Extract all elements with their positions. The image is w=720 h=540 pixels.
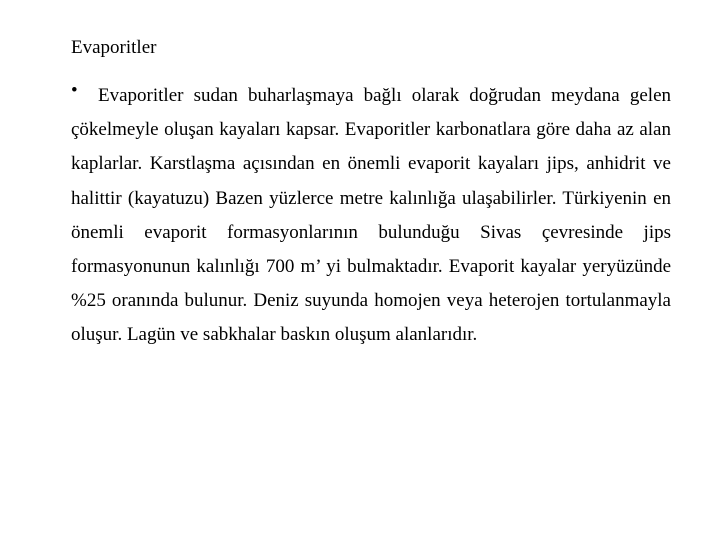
bullet-paragraph: Evaporitler sudan buharlaşmaya bağlı olarak doğrudan meydana gelen çökelmeyle oluşan kayaları kapsar. Evaporitler karbonatlara göre daha az alan kaplarlar. Karstlaşma açısından en önemli evaporit kayaları jips, anhidrit ve halittir (kayatuzu) Bazen yüzlerce metre kalınlığa ulaşabilirler. Türkiyenin en önemli evaporit formasyonlarının bulunduğu Sivas çevresinde jips formasyonunun kalınlığı 700 m’ yi bulmaktadır. Evaporit kayalar yeryüzünde %25 oranında bulunur. Deniz suyunda homojen veya heterojen tortulanmayla oluşur. Lagün ve sabkhalar baskın oluşum alanlarıdır.	[71, 85, 671, 346]
bullet-symbol: •	[71, 80, 78, 101]
slide-title: Evaporitler	[71, 37, 157, 58]
